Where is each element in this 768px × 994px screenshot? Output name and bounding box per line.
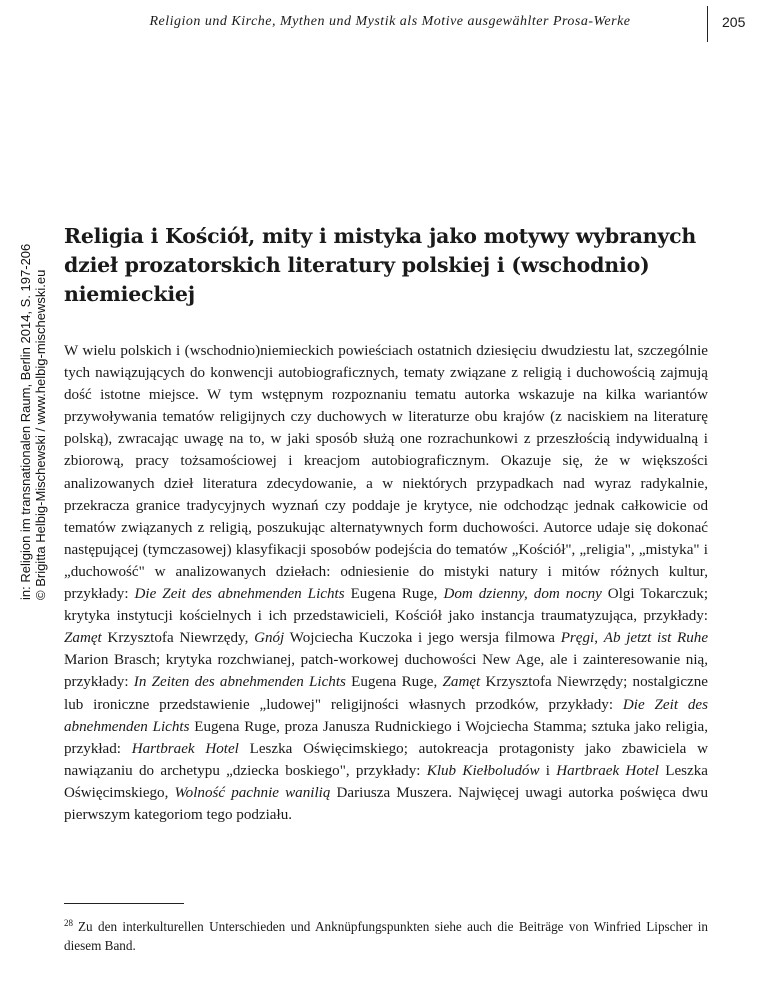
abstract-text: Leszka Oświęcimskiego; autokreacja protagonisty jako zbawiciela w nawiązaniu do archetypu „dziecka boskiego", przykłady: (64, 740, 708, 779)
side-note-copyright: © Brigitta Helbig-Mischewski / www.helbig-mischewski.eu (33, 269, 48, 600)
abstract-text: Olgi Tokarczuk; krytyka instytucji kościelnych i ich przedstawicieli, Kościół jako instancja traumatyzująca, przykłady: (64, 586, 709, 625)
work-title: Gnój (254, 630, 285, 647)
footnote-marker: 28 (64, 918, 73, 928)
work-title: Zamęt (442, 674, 481, 691)
abstract-text: Krzysztofa Niewrzędy, (101, 630, 255, 647)
chapter-title: Religia i Kościół, mity i mistyka jako motywy wybranych dzieł prozatorskich literatury polskiej i (wschodnio) niemieckiej (64, 224, 697, 306)
work-title: Die Zeit des abnehmenden Lichts (134, 586, 345, 603)
side-note (18, 160, 48, 600)
work-title: Klub Kiełboludów (426, 762, 540, 779)
footnote-divider (64, 903, 184, 904)
abstract-text: Wojciecha Kuczoka i jego wersja filmowa (284, 630, 561, 647)
side-note-citation: in: Religion im transnationalen Raum, Berlin 2014, S. 197-206 (18, 243, 33, 600)
abstract-text: Eugena Ruge, proza Janusza Rudnickiego i Wojciecha Stamma; sztuka jako religia, przykład: (64, 718, 708, 757)
running-header: Religion und Kirche, Mythen und Mystik als Motive ausgewählter Prosa-Werke (149, 14, 631, 29)
header-divider (707, 6, 708, 42)
work-title: Wolność pachnie wanilią (174, 784, 331, 801)
work-title: Hartbraek Hotel (556, 762, 659, 779)
page-number: 205 (722, 14, 746, 30)
work-title: Pręgi (560, 630, 595, 647)
abstract-text: Dariusza Muszera. Najwięcej uwagi autorka poświęca dwu pierwszym kategoriom tego podziału. (64, 784, 709, 823)
abstract-text: , (594, 630, 604, 647)
footnote (64, 914, 708, 955)
footnote-text: Zu den interkulturellen Unterschieden und Anknüpfungspunkten siehe auch die Beiträge von Winfried Lipscher in diesem Band. (64, 919, 708, 953)
work-title: Die Zeit des abnehmenden Lichts (64, 696, 708, 735)
abstract-text: Eugena Ruge, (345, 674, 443, 691)
work-title: In Zeiten des abnehmenden Lichts (133, 674, 346, 691)
abstract-text: Marion Brasch; krytyka rozchwianej, patch-workowej duchowości New Age, ale i zainteresowanie nią, przykłady: (64, 652, 708, 691)
work-title: Dom dzienny, dom nocny (443, 586, 602, 603)
abstract-paragraph (64, 340, 708, 826)
work-title: Ab jetzt ist Ruhe (603, 630, 709, 647)
abstract-text: Eugena Ruge, (344, 586, 444, 603)
abstract-text: Krzysztofa Niewrzędy; nostalgiczne lub ironiczne przedstawienie „ludowej" religijności własnych przodków, przykłady: (64, 674, 708, 713)
work-title: Hartbraek Hotel (131, 740, 239, 757)
abstract-text: W wielu polskich i (wschodnio)niemieckich powieściach ostatnich dziesięciu dwudziestu lat, szczególnie tych nawiązujących do konwencji autobiograficznych, tematy związane z religią i duchowością zajmują dość istotne miejsce. W tym wstępnym rozpoznaniu tematu autorka wskazuje na kilka wariantów przywoływania tematów religijnych czy duchowych w literaturze obu krajów (z naciskiem na literaturę polską), zwracając uwagę na to, w jaki sposób służą one rozrachunkowi z przeszłością indywidualną i zbiorową, pracy tożsamościowej i kreacjom autobiograficznym. Okazuje się, że w większości analizowanych dzieł literatura zdecydowanie, a w niektórych przypadkach nad wyraz radykalnie, przekracza granice tradycyjnych wyznań czy poddaje je krytyce, nie odchodząc jednak całkowicie od tematów związanych z religią, poszukując alternatywnych form duchowości. Autorce udaje się dokonać następującej (tymczasowej) klasyfikacji sposobów podejścia do tematów „Kościół", „religia", „mistyka" i „duchowość" w analizowanych dziełach: odniesienie do mistyki natury i mitów różnych kultur, przykłady: (64, 343, 708, 603)
work-title: Zamęt (64, 630, 102, 647)
abstract-text: i (539, 762, 557, 779)
abstract-text: Leszka Oświęcimskiego, (64, 762, 708, 801)
